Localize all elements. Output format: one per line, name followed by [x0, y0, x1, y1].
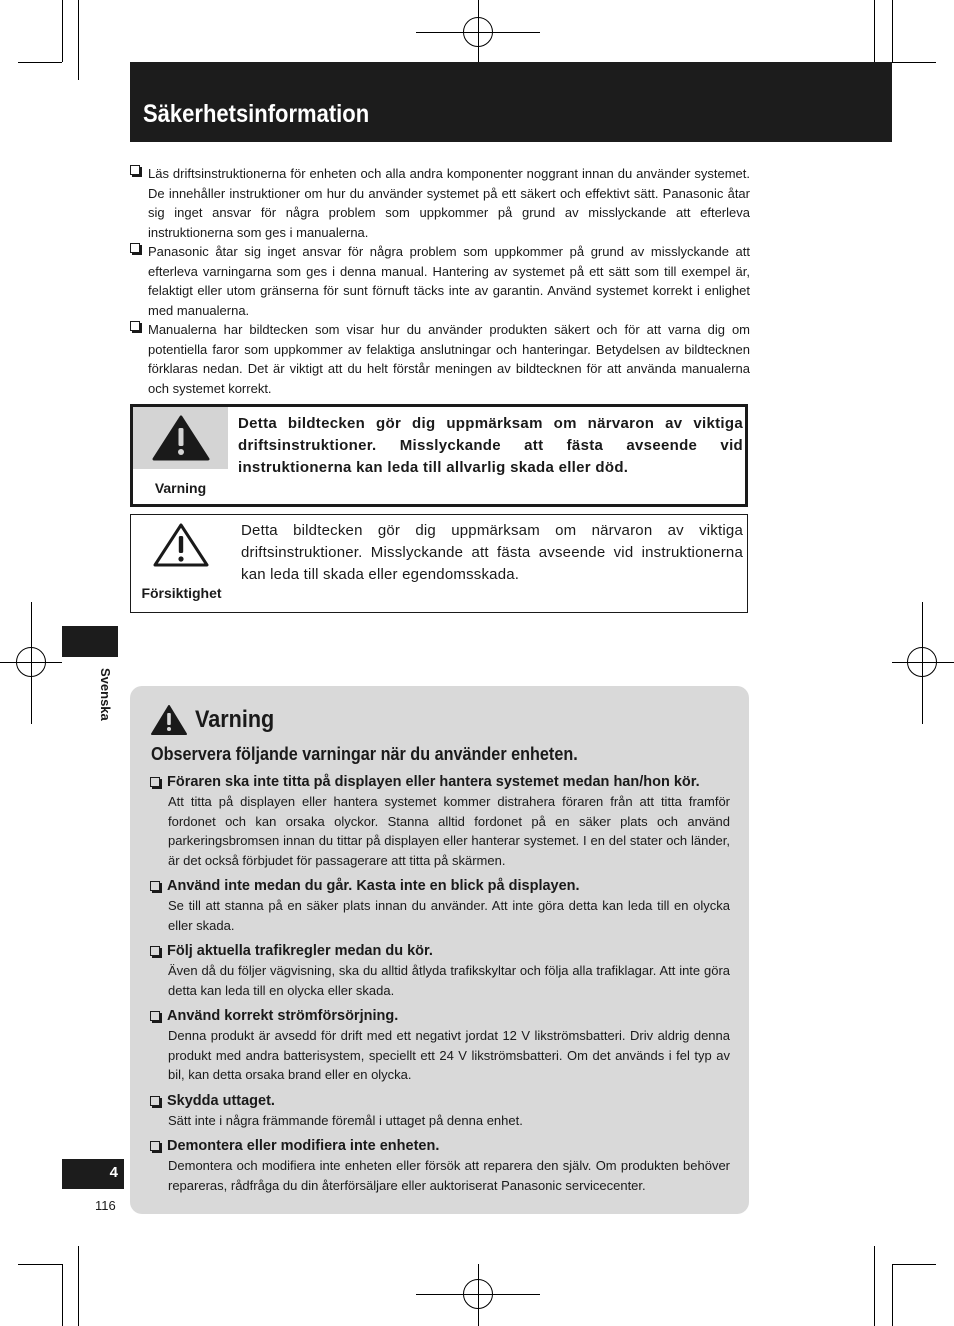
warning-item-body: Även då du följer vägvisning, ska du alltid åtlyda trafikskyltar och följa alla trafiklagar. Att inte göra detta kan leda till en olycka eller skada.: [168, 963, 730, 998]
crop-mark: [892, 1264, 893, 1326]
warning-item: [150, 1091, 730, 1131]
warning-panel-subtitle: Observera följande varningar när du använder enheten.: [151, 744, 578, 764]
section-tab: [62, 1159, 124, 1189]
crop-mark: [892, 1264, 936, 1265]
warning-symbol-area: [133, 407, 228, 504]
checkbox-bullet-icon: [130, 321, 140, 331]
checkbox-bullet-icon: [130, 243, 140, 253]
warning-triangle-icon: [150, 704, 188, 736]
warning-item-heading: Följ aktuella trafikregler medan du kör.: [167, 943, 433, 959]
warning-item: [150, 1006, 730, 1085]
crop-mark: [18, 62, 62, 63]
caution-symbol-box: [130, 514, 748, 613]
warning-symbol-text: Detta bildtecken gör dig uppmärksam om närvaron av viktiga driftsinstruktioner. Misslyckande att fästa avseende vid instruktionerna kan leda till allvarlig skada eller död.: [238, 415, 743, 476]
checkbox-bullet-icon: [150, 946, 160, 956]
warning-item-body: Att titta på displayen eller hantera systemet kommer distrahera föraren från att titta framför fordonet och kan orsaka olyckor. Stanna alltid fordonet på en säker plats och använd parkeringsbromsen innan du tittar på displayen eller hanterar systemet. I en del stater och länder, är det också förbjudet för passagerare att titta på skärmen.: [168, 794, 730, 868]
warning-panel: [130, 686, 749, 1214]
intro-paragraph: [130, 320, 750, 398]
crop-mark: [892, 62, 936, 63]
warning-item-heading: Skydda uttaget.: [167, 1092, 275, 1109]
crop-mark: [874, 1246, 875, 1326]
registration-mark: [907, 647, 937, 677]
warning-item-body: Demontera och modifiera inte enheten eller försök att reparera den själv. Om produkten behöver repareras, rådfråga du din återförsäljare eller auktoriserat Panasonic servicecenter.: [168, 1158, 730, 1193]
warning-item: [150, 941, 730, 1000]
intro-paragraph: [130, 242, 750, 320]
section-number: 4: [109, 1164, 118, 1181]
caution-symbol-label: Försiktighet: [141, 585, 222, 601]
registration-mark: [463, 17, 493, 47]
caution-symbol-text: Detta bildtecken gör dig uppmärksam om närvaron av viktiga driftsinstruktioner. Misslyckande att fästa avseende vid instruktionerna kan leda till skada eller egendomsskada.: [241, 522, 743, 583]
warning-item: [150, 772, 730, 870]
intro-text: Manualerna har bildtecken som visar hur du använder produkten säkert och för att varna dig om potentiella faror som uppkommer av felaktiga anslutningar och hanteringar. Betydelsen av bildtecknen förklaras nedan. Det är viktigt att du helt förstår meningen av bildtecknen för att använda manualerna och systemet korrekt.: [148, 322, 750, 396]
checkbox-bullet-icon: [150, 1096, 160, 1106]
crop-mark: [62, 0, 63, 62]
warning-item-heading: Föraren ska inte titta på displayen eller hantera systemet medan han/hon kör.: [167, 774, 700, 790]
section-header: [130, 62, 892, 142]
crop-mark: [62, 1264, 63, 1326]
caution-triangle-icon: [151, 521, 211, 569]
checkbox-bullet-icon: [150, 881, 160, 891]
checkbox-bullet-icon: [150, 1141, 160, 1151]
page-title: Säkerhetsinformation: [143, 100, 370, 128]
crop-mark: [78, 0, 79, 80]
warning-item-heading: Demontera eller modifiera inte enheten.: [167, 1138, 440, 1154]
warning-item-body: Sätt inte i några främmande föremål i uttaget på denna enhet.: [168, 1112, 523, 1128]
warning-item-body: Denna produkt är avsedd för drift med ett negativt jordat 12 V likströmsbatteri. Driv aldrig denna produkt med andra batterisystem, speciellt ett 24 V likströmsbatteri. Om det används i fel typ av bil, kan detta orsaka brand eller en olycka.: [168, 1028, 730, 1082]
language-label: Svenska: [98, 668, 113, 721]
warning-item-heading: Använd inte medan du går. Kasta inte en blick på displayen.: [167, 878, 580, 894]
registration-mark: [16, 647, 46, 677]
intro-text: Läs driftsinstruktionerna för enheten och alla andra komponenter noggrant innan du använder systemet. De innehåller instruktioner om hur du använder systemet på ett säkert och effektivt sätt. Panasonic åtar sig inget ansvar för några problem som uppkommer på grund av misslyckande att efterleva instruktionerna som ges i manualerna.: [148, 166, 750, 240]
warning-item: [150, 1136, 730, 1195]
crop-mark: [78, 1246, 79, 1326]
warning-list: [150, 772, 730, 1201]
warning-item-heading: Använd korrekt strömförsörjning.: [167, 1008, 399, 1024]
page-number: 116: [95, 1198, 116, 1213]
warning-triangle-icon: [151, 414, 211, 462]
checkbox-bullet-icon: [150, 1011, 160, 1021]
warning-panel-title-text: Varning: [195, 706, 275, 733]
warning-symbol-label: Varning: [154, 480, 207, 496]
warning-item-body: Se till att stanna på en säker plats innan du använder. Att inte göra detta kan leda till en olycka eller skada.: [168, 898, 730, 933]
warning-item: [150, 876, 730, 935]
checkbox-bullet-icon: [150, 777, 160, 787]
intro-paragraph: [130, 164, 750, 242]
caution-symbol-area: [131, 515, 226, 612]
checkbox-bullet-icon: [130, 165, 140, 175]
warning-symbol-box: [130, 404, 748, 507]
registration-mark: [463, 1279, 493, 1309]
crop-mark: [18, 1264, 62, 1265]
language-tab: [62, 626, 118, 657]
intro-text: Panasonic åtar sig inget ansvar för några problem som uppkommer på grund av misslyckande att efterleva varningarna som ges i denna manual. Hantering av systemet på ett sätt som till exempel är, felaktigt eller utom gränserna för sunt förnuft täcks inte av garantin. Använd systemet korrekt i enlighet med manualerna.: [148, 244, 750, 318]
crop-mark: [892, 0, 893, 62]
